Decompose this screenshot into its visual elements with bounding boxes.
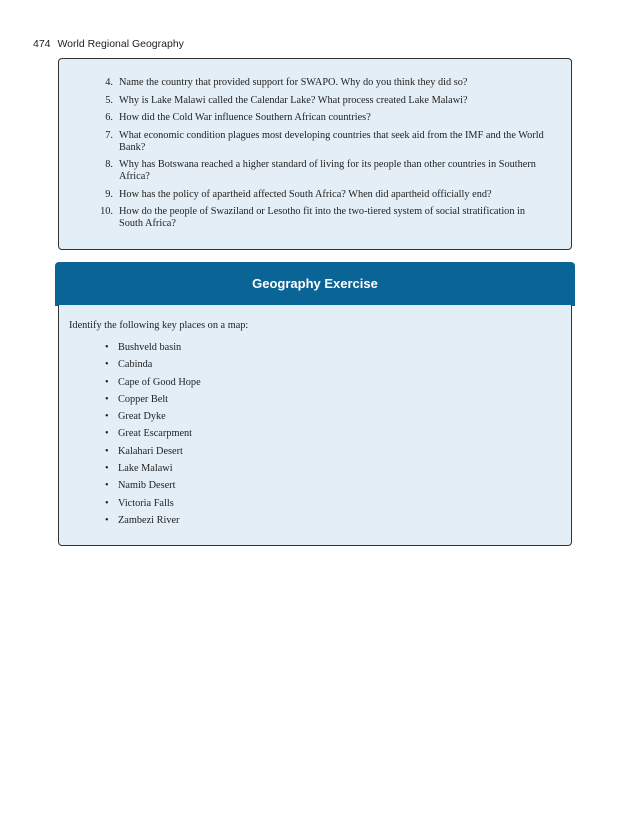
question-number: 8. xyxy=(105,159,113,170)
question-list xyxy=(59,59,571,230)
running-head xyxy=(33,38,184,50)
question-text: How has the policy of apartheid affected South Africa? When did apartheid officially end? xyxy=(119,188,492,200)
question-text: Why is Lake Malawi called the Calendar Lake? What process created Lake Malawi? xyxy=(119,94,468,106)
question-text: How did the Cold War influence Southern African countries? xyxy=(119,112,371,123)
exercise-intro: Identify the following key places on a map: xyxy=(69,320,249,331)
bullet: • xyxy=(105,376,109,388)
place-name: Kalahari Desert xyxy=(118,445,183,457)
question-text: Name the country that provided support for SWAPO. Why do you think they did so? xyxy=(119,77,468,88)
place-name: Cabinda xyxy=(118,359,153,371)
question-number: 5. xyxy=(105,94,113,106)
bullet: • xyxy=(105,359,109,371)
question-number: 6. xyxy=(105,112,113,123)
question-item xyxy=(59,189,551,201)
place-name: Great Dyke xyxy=(118,411,166,423)
bullet: • xyxy=(105,480,109,492)
place-name: Copper Belt xyxy=(118,393,169,405)
list-item xyxy=(105,515,201,532)
bullet: • xyxy=(105,463,109,475)
question-item xyxy=(59,130,551,154)
question-number: 4. xyxy=(105,77,113,88)
question-item xyxy=(59,159,551,183)
list-item xyxy=(105,428,201,445)
exercise-title: Geography Exercise xyxy=(55,262,575,306)
bullet: • xyxy=(105,342,109,353)
geography-exercise-box xyxy=(58,305,572,546)
bullet: • xyxy=(105,428,109,440)
question-item xyxy=(59,95,551,107)
place-name: Lake Malawi xyxy=(118,463,173,475)
place-name: Namib Desert xyxy=(118,480,176,492)
question-item xyxy=(59,112,551,124)
list-item xyxy=(105,411,201,428)
list-item xyxy=(105,463,201,480)
question-text: Why has Botswana reached a higher standard of living for its people than other countries in Southern Africa? xyxy=(119,159,536,182)
bullet: • xyxy=(105,497,109,509)
book-title: World Regional Geography xyxy=(57,38,184,50)
list-item xyxy=(105,394,201,411)
place-name: Zambezi River xyxy=(118,514,180,526)
review-questions-box xyxy=(58,58,572,250)
list-item xyxy=(105,480,201,497)
question-number: 10. xyxy=(100,206,113,217)
list-item xyxy=(105,342,201,359)
question-item xyxy=(59,77,551,89)
place-name: Great Escarpment xyxy=(118,428,193,440)
place-name: Victoria Falls xyxy=(118,497,174,509)
place-name: Cape of Good Hope xyxy=(118,376,201,388)
bullet: • xyxy=(105,393,109,405)
question-text: How do the people of Swaziland or Lesotho fit into the two-tiered system of social stratification in South Africa? xyxy=(119,206,526,229)
bullet: • xyxy=(105,411,109,423)
place-name: Bushveld basin xyxy=(118,342,182,353)
question-text: What economic condition plagues most developing countries that seek aid from the IMF and the World Bank? xyxy=(119,129,544,153)
list-item xyxy=(105,498,201,515)
page-number: 474 xyxy=(33,38,51,50)
key-places-list xyxy=(105,342,201,532)
list-item xyxy=(105,446,201,463)
list-item xyxy=(105,359,201,376)
bullet: • xyxy=(105,514,109,526)
question-number: 9. xyxy=(105,188,113,200)
bullet: • xyxy=(105,445,109,457)
list-item xyxy=(105,377,201,394)
question-item xyxy=(59,206,551,230)
question-number: 7. xyxy=(105,129,113,141)
